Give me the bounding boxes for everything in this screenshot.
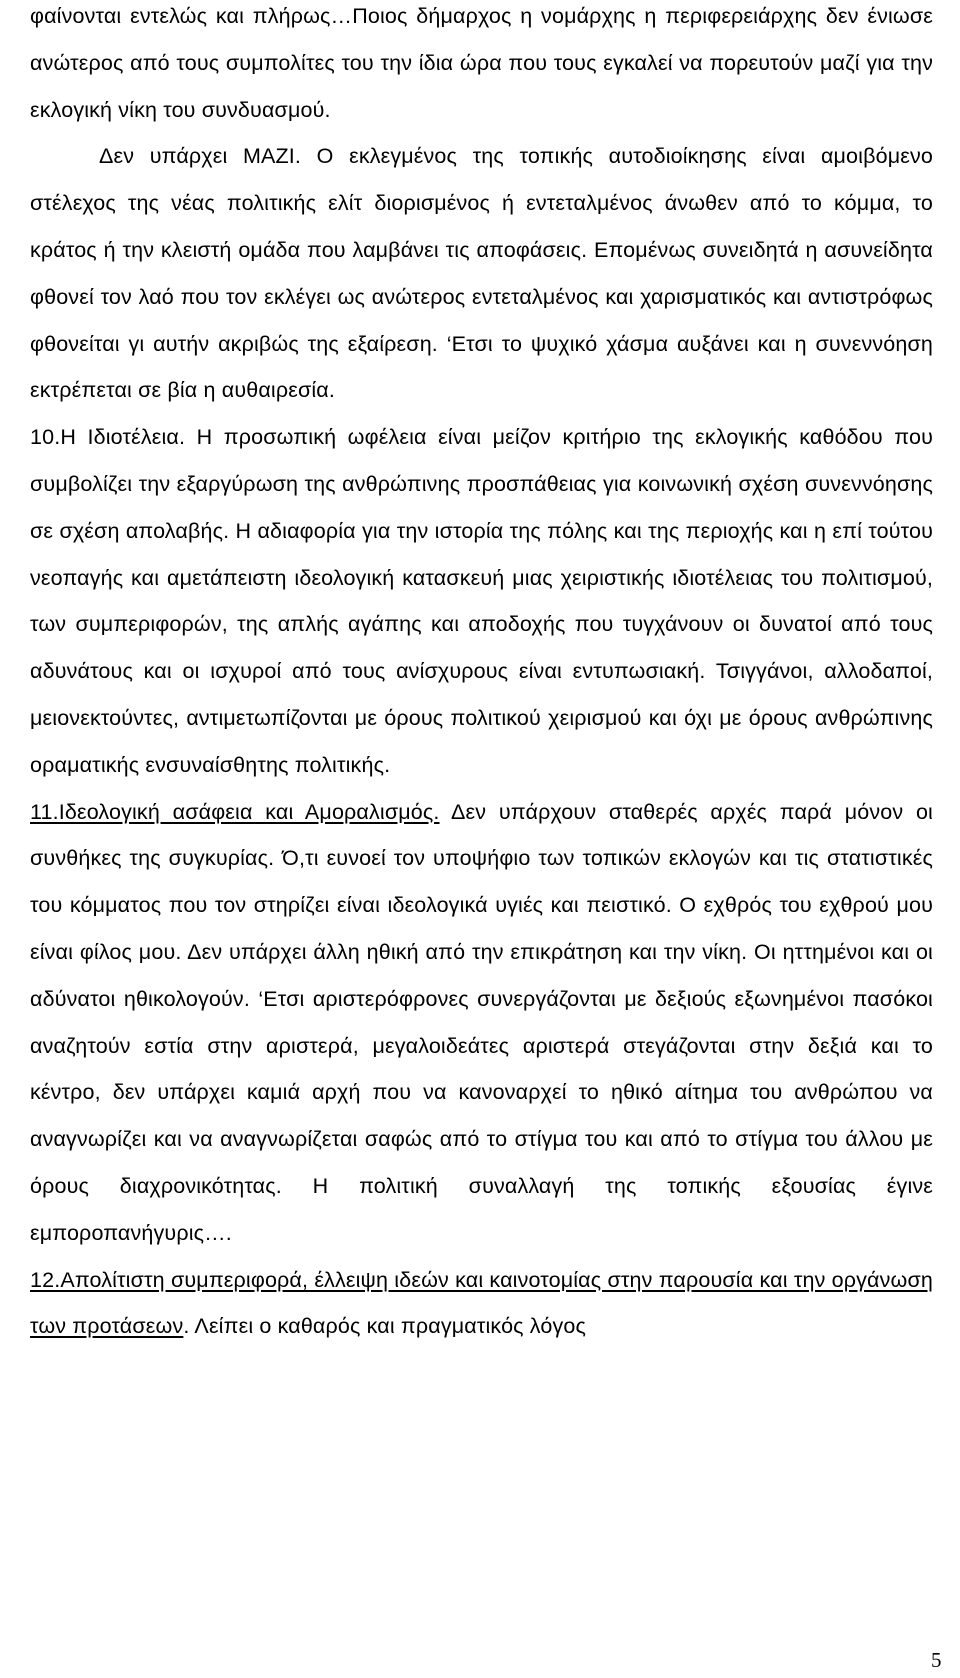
paragraph-continuation: φαίνονται εντελώς και πλήρως…Ποιος δήμαρχος η νομάρχης η περιφερειάρχης δεν ένιωσε ανώτερος από τους συμπολίτες του την ίδια ώρα που τους εγκαλεί να πορευτούν μαζί για την εκλογική νίκη του συνδυασμού. xyxy=(30,4,933,122)
section-12-body: . Λείπει ο καθαρός και πραγματικός λόγος xyxy=(183,1314,587,1339)
page-number: 5 xyxy=(931,1648,942,1672)
section-12-heading: 12.Απολίτιστη συμπεριφορά, έλλειψη ιδεών και καινοτομίας στην παρουσία και την οργάνωση των προτάσεων xyxy=(30,1267,933,1339)
paragraph-mazi: Δεν υπάρχει ΜΑΖΙ. Ο εκλεγμένος της τοπικής αυτοδιοίκησης είναι αμοιβόμενο στέλεχος της νέας πολιτικής ελίτ διορισμένος ή εντεταλμένος άνωθεν από το κόμμα, το κράτος ή την κλειστή ομάδα που λαμβάνει τις αποφάσεις. Επομένως συνειδητά η ασυνείδητα φθονεί τον λαό που τον εκλέγει ως ανώτερος εντεταλμένος και χαρισματικός και αντιστρόφως φθονείται γι αυτήν ακριβώς της εξαίρεση. ‘Ετσι το ψυχικό χάσμα αυξάνει και η συνεννόηση εκτρέπεται σε βία η αυθαιρεσία. xyxy=(30,144,933,403)
section-11-heading: 11.Ιδεολογική ασάφεια και Αμοραλισμός. xyxy=(30,799,440,824)
paragraph-section-11 xyxy=(30,789,933,1257)
paragraph-section-10: 10.Η Ιδιοτέλεια. Η προσωπική ωφέλεια είναι μείζον κριτήριο της εκλογικής καθόδου που συμβολίζει την εξαργύρωση της ανθρώπινης προσπάθειας για κοινωνική σχέση συνεννόησης σε σχέση απολαβής. Η αδιαφορία για την ιστορία της πόλης και της περιοχής και η επί τούτου νεοπαγής και αμετάπειστη ιδεολογική κατασκευή μιας χειριστικής ιδιοτέλειας του πολιτισμού, των συμπεριφορών, της απλής αγάπης και αποδοχής που τυγχάνουν οι δυνατοί από τους αδυνάτους και οι ισχυροί από τους ανίσχυρους είναι εντυπωσιακή. Τσιγγάνοι, αλλοδαποί, μειονεκτούντες, αντιμετωπίζονται με όρους πολιτικού χειρισμού και όχι με όρους ανθρώπινης οραματικής ενσυναίσθητης πολιτικής. xyxy=(30,425,933,777)
document-page xyxy=(30,0,933,1350)
section-11-body: Δεν υπάρχουν σταθερές αρχές παρά μόνον οι συνθήκες της συγκυρίας. Ό,τι ευνοεί τον υποψήφιο των τοπικών εκλογών και τις στατιστικές του κόμματος που τον στηρίζει είναι ιδεολογικά υγιές και πειστικό. Ο εχθρός του εχθρού μου είναι φίλος μου. Δεν υπάρχει άλλη ηθική από την επικράτηση και την νίκη. Οι ηττημένοι και οι αδύνατοι ηθικολογούν. ‘Ετσι αριστερόφρονες συνεργάζονται με δεξιούς εξωνημένοι πασόκοι αναζητούν εστία στην αριστερά, μεγαλοιδεάτες αριστερά στεγάζονται στην δεξιά και το κέντρο, δεν υπάρχει καμιά αρχή που να κανοναρχεί το ηθικό αίτημα του ανθρώπου να αναγνωρίζει και να αναγνωρίζεται σαφώς από το στίγμα του και από το στίγμα του άλλου με όρους διαχρονικότητας. Η πολιτική συναλλαγή της τοπικής εξουσίας έγινε εμποροπανήγυρις…. xyxy=(30,799,933,1245)
paragraph-section-12 xyxy=(30,1257,933,1351)
